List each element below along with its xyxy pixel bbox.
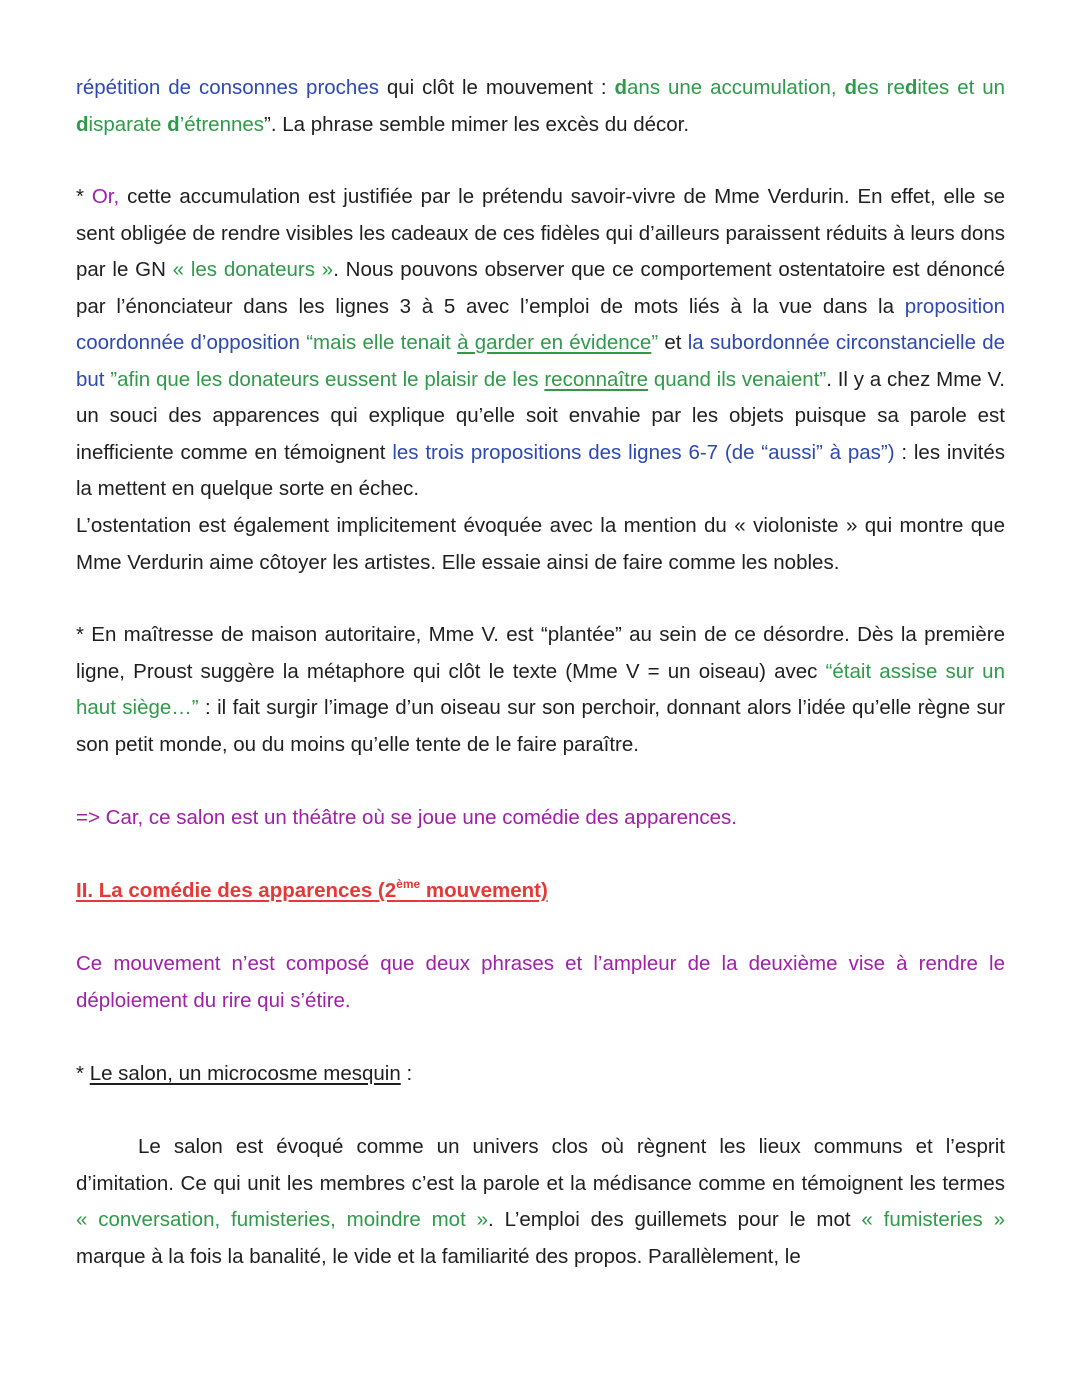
text-span: : il fait surgir l’image d’un oiseau sur son perchoir, donnant alors l’idée qu’elle règne sur son petit monde, ou du moins qu’elle tente de le faire paraître.: [76, 696, 1005, 756]
text-span: d: [76, 112, 89, 136]
text-span: marque à la fois la banalité, le vide et la familiarité des propos. Parallèlement, le: [76, 1244, 801, 1268]
text-span: qui clôt le mouvement :: [378, 76, 615, 99]
text-span: d: [844, 76, 858, 99]
heading-superscript: ème: [396, 877, 421, 891]
text-span: ”afin que les donateurs eussent le plaisir de les: [104, 367, 545, 391]
text-span: et: [658, 331, 688, 354]
text-span: *: [76, 185, 92, 208]
text-span: “était assise sur un haut siège…”: [76, 659, 1005, 719]
text-span: la subordonnée circonstancielle de but: [76, 331, 1006, 391]
text-span: ’étrennes: [179, 112, 265, 136]
text-span: « conversation, fumisteries, moindre mot »: [76, 1208, 489, 1231]
paragraph-movement-intro: Ce mouvement n’est composé que deux phrases et l’ampleur de la deuxième vise à rendre le déploiement du rire qui s’étire.: [76, 952, 1005, 1012]
text-span: proposition coordonnée d’opposition: [76, 294, 1005, 354]
text-span: :: [400, 1062, 413, 1085]
text-span: Or,: [91, 185, 120, 208]
text-span: . Il y a chez Mme V. un souci des apparences qui explique qu’elle soit envahie par les objets puisque sa parole est inefficiente comme en témoignent: [76, 367, 1005, 464]
text-span: : les invités la mettent en quelque sorte en échec.: [76, 440, 1005, 500]
text-span: cette accumulation est justifiée par le prétendu savoir-vivre de Mme Verdurin. En effet, elle se sent obligée de rendre visibles les cadeaux de ces fidèles qui d’ailleurs paraissent réduits à leurs dons par le GN: [76, 185, 1005, 281]
text-span: ites et un: [917, 76, 1006, 99]
text-span: d: [614, 76, 628, 99]
paragraph-consonant-repetition: [76, 70, 1005, 143]
text-span: . Nous pouvons observer que ce comportement ostentatoire est dénoncé par l’énonciateur dans les lignes 3 à 5 avec l’emploi de mots liés à la vue dans la: [76, 258, 1005, 318]
heading-end: mouvement): [420, 879, 548, 902]
text-span: d: [904, 76, 918, 99]
section-heading: [76, 873, 1005, 910]
paragraph-ostentation: L’ostentation est également implicitement évoquée avec la mention du « violoniste » qui montre que Mme Verdurin aime côtoyer les artistes. Elle essaie ainsi de faire comme les nobles.: [76, 514, 1005, 574]
text-span: quand ils venaient”: [648, 367, 827, 391]
text-span: isparate: [88, 112, 168, 136]
text-span: *: [76, 1062, 90, 1085]
heading-main: II. La comédie des apparences (2: [76, 879, 397, 902]
text-span: “mais elle tenait: [299, 331, 458, 354]
text-span: reconnaître: [544, 367, 649, 391]
text-span: répétition de consonnes proches: [76, 76, 379, 99]
paragraph-salon: [76, 1129, 1005, 1275]
subheading-title: Le salon, un microcosme mesquin: [89, 1062, 401, 1085]
paragraph-accumulation: [76, 179, 1005, 508]
paragraph-transition: => Car, ce salon est un théâtre où se joue une comédie des apparences.: [76, 806, 737, 829]
text-span: ans une accumulation,: [627, 76, 845, 99]
text-span: ”. La phrase semble mimer les excès du décor.: [264, 112, 690, 136]
text-span: * En maîtresse de maison autoritaire, Mme V. est “plantée” au sein de ce désordre. Dès la première ligne, Proust suggère la métaphore qui clôt le texte (Mme V = un oiseau) avec: [76, 623, 1005, 683]
paragraph-mistress: [76, 617, 1005, 763]
text-span: « fumisteries »: [861, 1208, 1005, 1231]
text-span: ”: [651, 331, 659, 354]
text-span: d: [167, 112, 180, 136]
text-span: es re: [857, 76, 905, 99]
text-span: à garder en évidence: [457, 331, 652, 354]
text-span: « les donateurs »: [172, 258, 334, 281]
text-span: Le salon est évoqué comme un univers clos où règnent les lieux communs et l’esprit d’imitation. Ce qui unit les membres c’est la parole et la médisance comme en témoignent les termes: [76, 1135, 1005, 1195]
text-span: les trois propositions des lignes 6-7 (de “aussi” à pas”): [392, 440, 895, 464]
text-span: . L’emploi des guillemets pour le mot: [488, 1208, 862, 1231]
subheading-microcosm: [76, 1056, 1005, 1093]
